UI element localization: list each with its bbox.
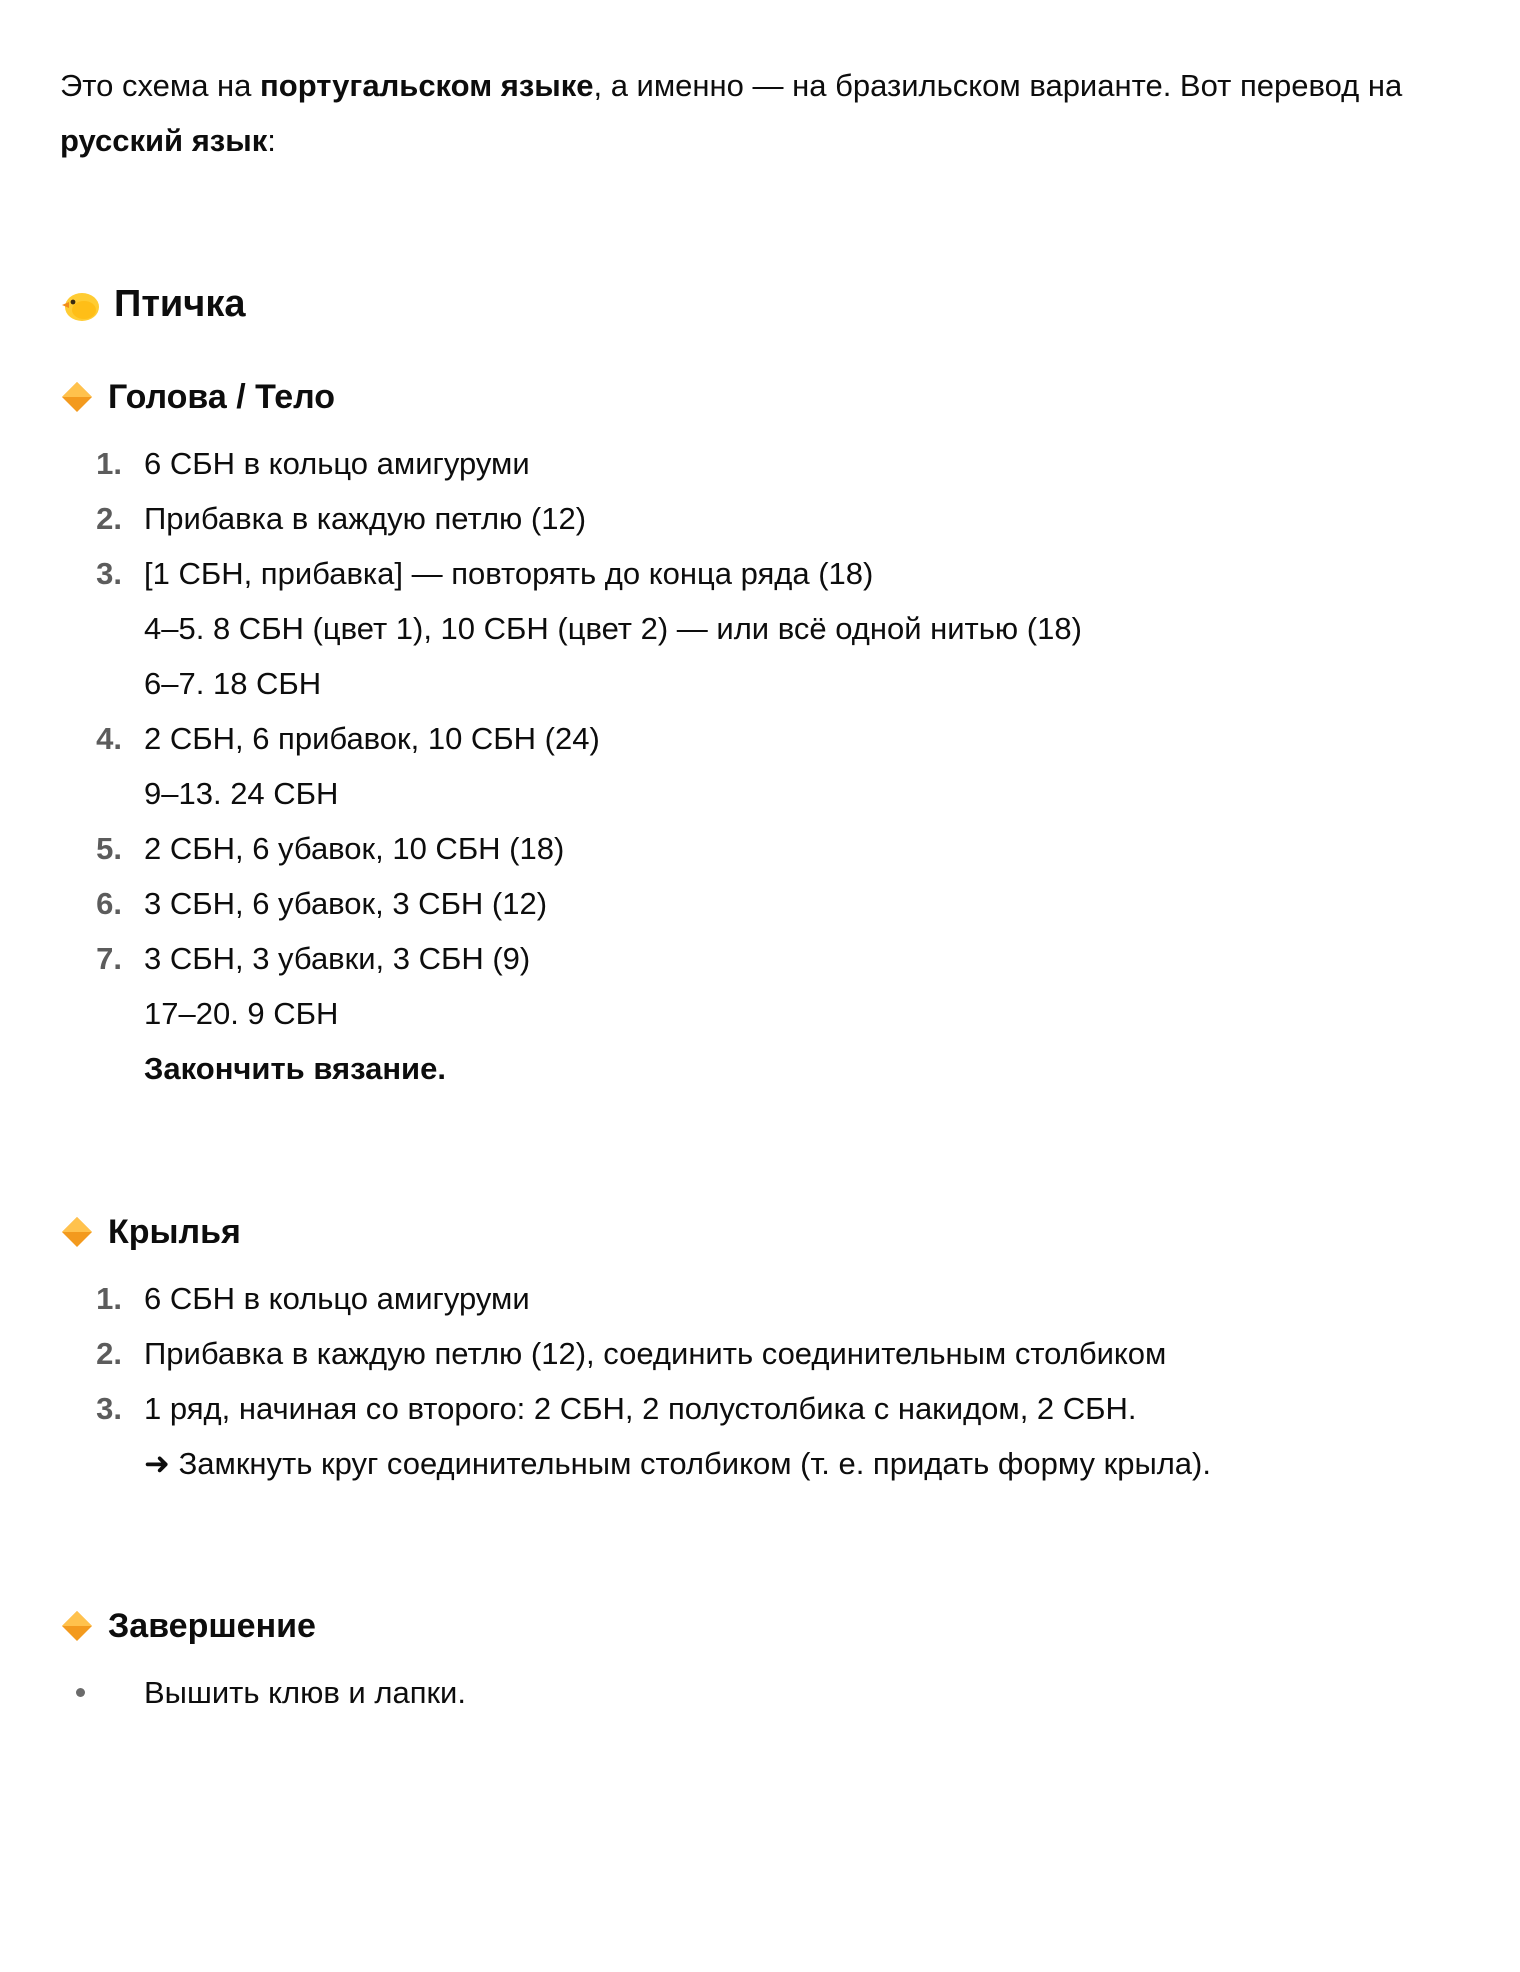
section-heading: [60, 1207, 1460, 1257]
list-item: [60, 931, 1460, 986]
list-item: [60, 546, 1460, 601]
list-item-text: 17–20. 9 СБН: [144, 995, 339, 1031]
list-item: [60, 711, 1460, 766]
list-number: 1.: [96, 1280, 122, 1316]
list-item-text: 2 СБН, 6 убавок, 10 СБН (18): [144, 830, 565, 866]
list-item: [60, 986, 1460, 1041]
bullet-icon: [60, 1688, 122, 1697]
list-item-text: Закончить вязание.: [144, 1050, 446, 1086]
section-wings: [60, 1207, 1460, 1491]
page-title: [60, 283, 246, 326]
orange-diamond-icon: [60, 1215, 94, 1249]
section-heading-text: Завершение: [108, 1606, 316, 1645]
chick-icon: [60, 286, 100, 324]
page-title-text: Птичка: [114, 283, 246, 325]
list-item-text: 3 СБН, 3 убавки, 3 СБН (9): [144, 940, 531, 976]
intro-paragraph: [60, 58, 1460, 168]
list-number: 1.: [96, 445, 122, 481]
list-item-text: 4–5. 8 СБН (цвет 1), 10 СБН (цвет 2) — или всё одной нитью (18): [144, 610, 1082, 646]
intro-text-2: , а именно — на бразильском варианте. Вот перевод на: [593, 68, 1403, 103]
intro-bold-language: португальском языке: [260, 68, 594, 103]
list-number: 5.: [96, 830, 122, 866]
section-heading-text: Крылья: [108, 1212, 241, 1251]
list-item-text: 6–7. 18 СБН: [144, 665, 322, 701]
instruction-list: [60, 1271, 1460, 1491]
list-item: [60, 766, 1460, 821]
list-number: 3.: [96, 1390, 122, 1426]
list-item: [60, 821, 1460, 876]
list-item-text: 2 СБН, 6 прибавок, 10 СБН (24): [144, 720, 600, 756]
list-number: 6.: [96, 885, 122, 921]
orange-diamond-icon: [60, 380, 94, 414]
orange-diamond-icon: [60, 1609, 94, 1643]
section-heading: [60, 372, 1460, 422]
list-item-text: Прибавка в каждую петлю (12): [144, 500, 587, 536]
list-item: [60, 1326, 1460, 1381]
list-item: [60, 1665, 1460, 1720]
list-number: 2.: [96, 1335, 122, 1371]
list-number: 7.: [96, 940, 122, 976]
list-item: [60, 1271, 1460, 1326]
list-number: 4.: [96, 720, 122, 756]
list-item: [60, 656, 1460, 711]
intro-text-1: Это схема на: [60, 68, 261, 103]
section-finish: [60, 1601, 1460, 1720]
list-item-text: Прибавка в каждую петлю (12), соединить соединительным столбиком: [144, 1335, 1167, 1371]
list-item: [60, 601, 1460, 656]
section-head-body: [60, 372, 1460, 1096]
list-item-text: 1 ряд, начиная со второго: 2 СБН, 2 полустолбика с накидом, 2 СБН.: [144, 1390, 1137, 1426]
list-item-text: [1 СБН, прибавка] — повторять до конца ряда (18): [144, 555, 874, 591]
section-heading: [60, 1601, 1460, 1651]
instruction-list: [60, 436, 1460, 1096]
bullet-list: [60, 1665, 1460, 1720]
list-item: [60, 1041, 1460, 1096]
section-heading-text: Голова / Тело: [108, 377, 336, 416]
intro-bold-russian: русский язык: [60, 123, 268, 158]
list-item: [60, 436, 1460, 491]
list-item-text: 6 СБН в кольцо амигуруми: [144, 1280, 530, 1316]
list-item: [60, 1436, 1460, 1491]
intro-text-3: :: [267, 123, 276, 158]
list-number: 2.: [96, 500, 122, 536]
list-item: [60, 1381, 1460, 1436]
list-item-text: Вышить клюв и лапки.: [144, 1674, 466, 1710]
list-item: [60, 491, 1460, 546]
list-item-text: 6 СБН в кольцо амигуруми: [144, 445, 530, 481]
list-item: [60, 876, 1460, 931]
list-item-text: 3 СБН, 6 убавок, 3 СБН (12): [144, 885, 548, 921]
list-item-text: 9–13. 24 СБН: [144, 775, 339, 811]
list-number: 3.: [96, 555, 122, 591]
list-item-text: ➜ Замкнуть круг соединительным столбиком (т. е. придать форму крыла).: [144, 1445, 1211, 1481]
